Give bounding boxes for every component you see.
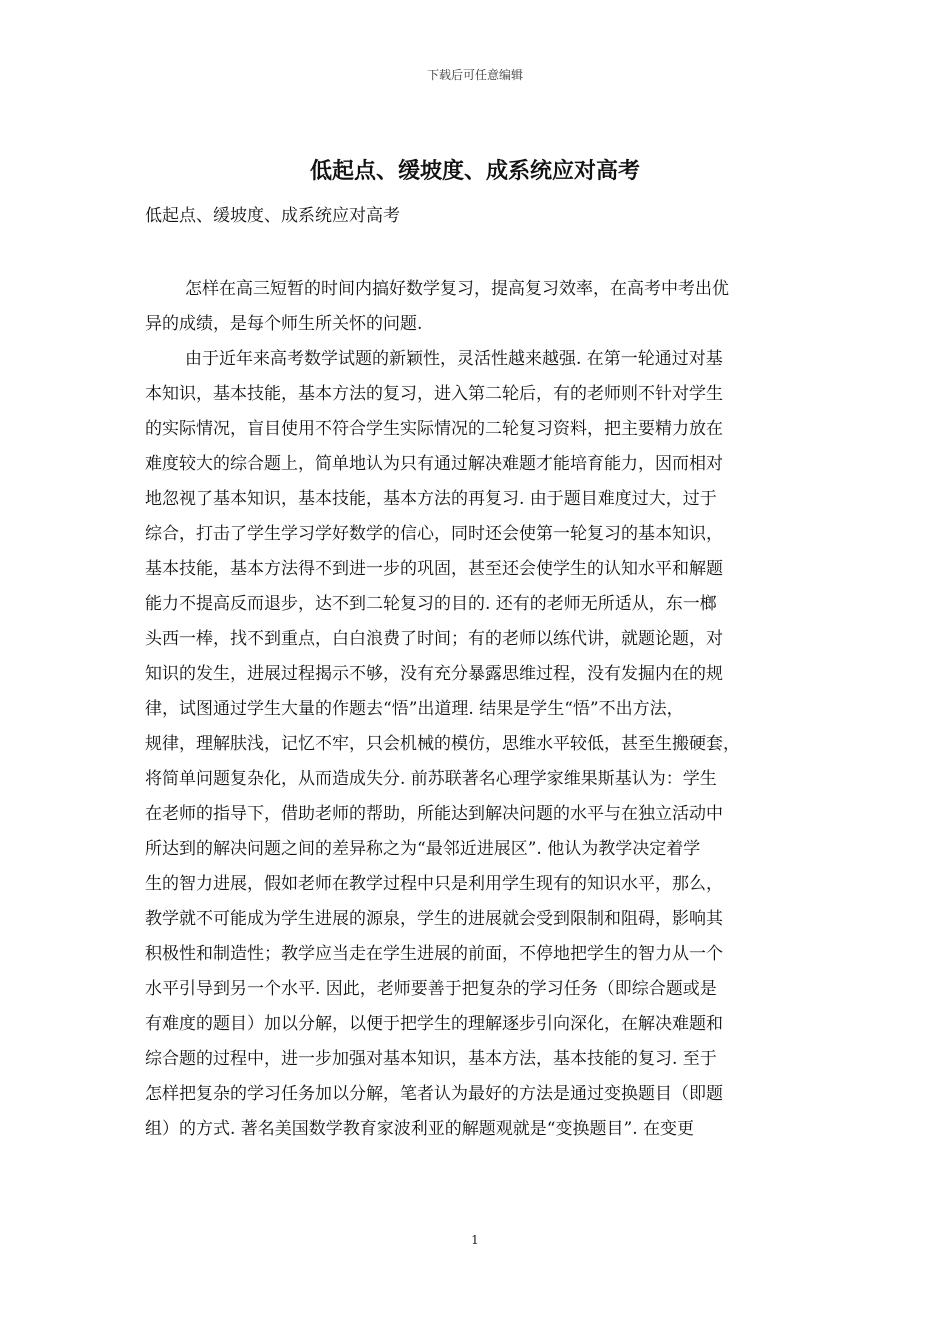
- body-line: 怎样在高三短暂的时间内搞好数学复习，提高复习效率，在高考中考出优: [185, 279, 729, 299]
- body-line: 综合题的过程中，进一步加强对基本知识，基本方法，基本技能的复习. 至于: [145, 1049, 717, 1069]
- body-line: 综合，打击了学生学习学好数学的信心，同时还会使第一轮复习的基本知识，: [145, 524, 723, 544]
- body-line: 规律，理解肤浅，记忆不牢，只会机械的模仿，思维水平较低，甚至生搬硬套，: [145, 734, 740, 754]
- body-line: 异的成绩，是每个师生所关怀的问题.: [145, 314, 423, 334]
- body-line: 的实际情况，盲目使用不符合学生实际情况的二轮复习资料，把主要精力放在: [145, 419, 723, 439]
- body-line: 将简单问题复杂化，从而造成失分. 前苏联著名心理学家维果斯基认为：学生: [145, 769, 717, 789]
- body-line: 积极性和制造性；教学应当走在学生进展的前面，不停地把学生的智力从一个: [145, 944, 723, 964]
- body-line: 水平引导到另一个水平. 因此，老师要善于把复杂的学习任务（即综合题或是: [145, 979, 717, 999]
- body-line: 基本技能，基本方法得不到进一步的巩固，甚至还会使学生的认知水平和解题: [145, 559, 723, 579]
- body-line: 组）的方式. 著名美国数学教育家波利亚的解题观就是“变换题目”. 在变更: [145, 1119, 694, 1139]
- body-line: 怎样把复杂的学习任务加以分解，笔者认为最好的方法是通过变换题目（即题: [145, 1084, 723, 1104]
- document-subtitle: 低起点、缓坡度、成系统应对高考: [145, 206, 400, 226]
- document-title: 低起点、缓坡度、成系统应对高考: [309, 158, 640, 184]
- body-line: 能力不提高反而退步，达不到二轮复习的目的. 还有的老师无所适从，东一榔: [145, 594, 717, 614]
- body-text: [145, 272, 810, 1147]
- body-line: 本知识，基本技能，基本方法的复习，进入第二轮后，有的老师则不针对学生: [145, 384, 723, 404]
- body-line: 律，试图通过学生大量的作题去“悟”出道理. 结果是学生“悟”不出方法，: [145, 699, 684, 719]
- body-line: 教学就不可能成为学生进展的源泉，学生的进展就会受到限制和阻碍，影响其: [145, 909, 723, 929]
- page-number: 1: [471, 1233, 479, 1247]
- body-line: 知识的发生，进展过程揭示不够，没有充分暴露思维过程，没有发掘内在的规: [145, 664, 723, 684]
- body-line: 难度较大的综合题上，简单地认为只有通过解决难题才能培育能力，因而相对: [145, 454, 723, 474]
- body-line: 头西一棒，找不到重点，白白浪费了时间；有的老师以练代讲，就题论题，对: [145, 629, 723, 649]
- header-note: 下载后可任意编辑: [426, 68, 523, 82]
- body-line: 所达到的解决问题之间的差异称之为“最邻近进展区”. 他认为教学决定着学: [145, 839, 701, 859]
- body-line: 由于近年来高考数学试题的新颖性，灵活性越来越强. 在第一轮通过对基: [185, 349, 723, 369]
- body-line: 在老师的指导下，借助老师的帮助，所能达到解决问题的水平与在独立活动中: [145, 804, 723, 824]
- body-line: 生的智力进展，假如老师在教学过程中只是利用学生现有的知识水平，那么，: [145, 874, 723, 894]
- body-line: 地忽视了基本知识，基本技能，基本方法的再复习. 由于题目难度过大，过于: [145, 489, 717, 509]
- body-line: 有难度的题目）加以分解，以便于把学生的理解逐步引向深化，在解决难题和: [145, 1014, 723, 1034]
